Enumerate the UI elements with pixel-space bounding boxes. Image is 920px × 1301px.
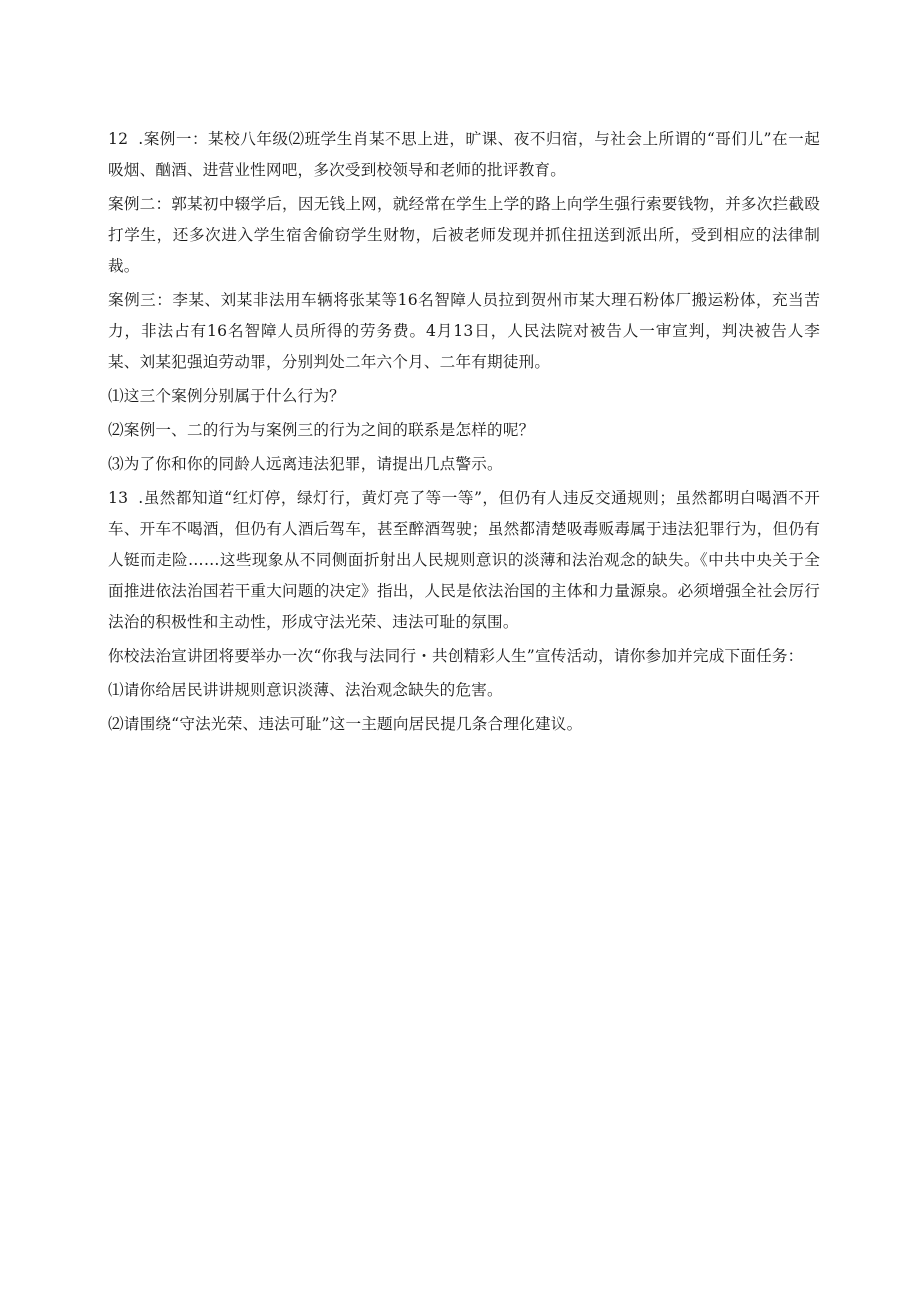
q12-sub2: ⑵案例一、二的行为与案例三的行为之间的联系是怎样的呢？: [108, 421, 535, 439]
q13-activity: 你校法治宣讲团将要举办一次“你我与法同行・共创精彩人生”宣传活动，请你参加并完成下面任务：: [108, 647, 804, 665]
document-body: [108, 124, 820, 743]
q13-intro-text: .虽然都知道“红灯停，绿灯行，黄灯亮了等一等”，但仍有人违反交通规则；虽然都明白喝酒不开车、开车不喝酒，但仍有人酒后驾车，甚至醉酒驾驶；虽然都清楚吸毒贩毒属于违法犯罪行为，但仍有人铤而走险……这些现象从不同侧面折射出人民规则意识的淡薄和法治观念的缺失。《中共中央关于全面推进依法治国若干重大问题的决定》指出，人民是依法治国的主体和力量源泉。必须增强全社会厉行法治的积极性和主动性，形成守法光荣、违法可耻的氛围。: [108, 489, 820, 631]
q12-intro-text: .案例一：某校八年级⑵班学生肖某不思上进，旷课、夜不归宿，与社会上所谓的“哥们儿”在一起吸烟、酗酒、进营业性网吧，多次受到校领导和老师的批评教育。: [108, 130, 820, 179]
q13-sub2: ⑵请围绕“守法光荣、违法可耻”这一主题向居民提几条合理化建议。: [108, 715, 583, 733]
q12-case2: 案例二：郭某初中辍学后，因无钱上网，就经常在学生上学的路上向学生强行索要钱物，并多次拦截殴打学生，还多次进入学生宿舍偷窃学生财物，后被老师发现并抓住扭送到派出所，受到相应的法律制裁。: [108, 195, 820, 275]
q12-sub3: ⑶为了你和你的同龄人远离违法犯罪，请提出几点警示。: [108, 455, 503, 473]
q12-number: 12: [108, 130, 129, 148]
q13-number: 13: [108, 489, 129, 507]
q12-sub1: ⑴这三个案例分别属于什么行为？: [108, 387, 345, 405]
q13-sub1: ⑴请你给居民讲讲规则意识淡薄、法治观念缺失的危害。: [108, 681, 503, 699]
q12-case3: 案例三：李某、刘某非法用车辆将张某等16名智障人员拉到贺州市某大理石粉体厂搬运粉体，充当苦力，非法占有16名智障人员所得的劳务费。4月13日，人民法院对被告人一审宣判，判决被告人李某、刘某犯强迫劳动罪，分别判处二年六个月、二年有期徒刑。: [108, 291, 820, 371]
q12-intro: [108, 124, 820, 186]
q13-intro: [108, 483, 820, 638]
